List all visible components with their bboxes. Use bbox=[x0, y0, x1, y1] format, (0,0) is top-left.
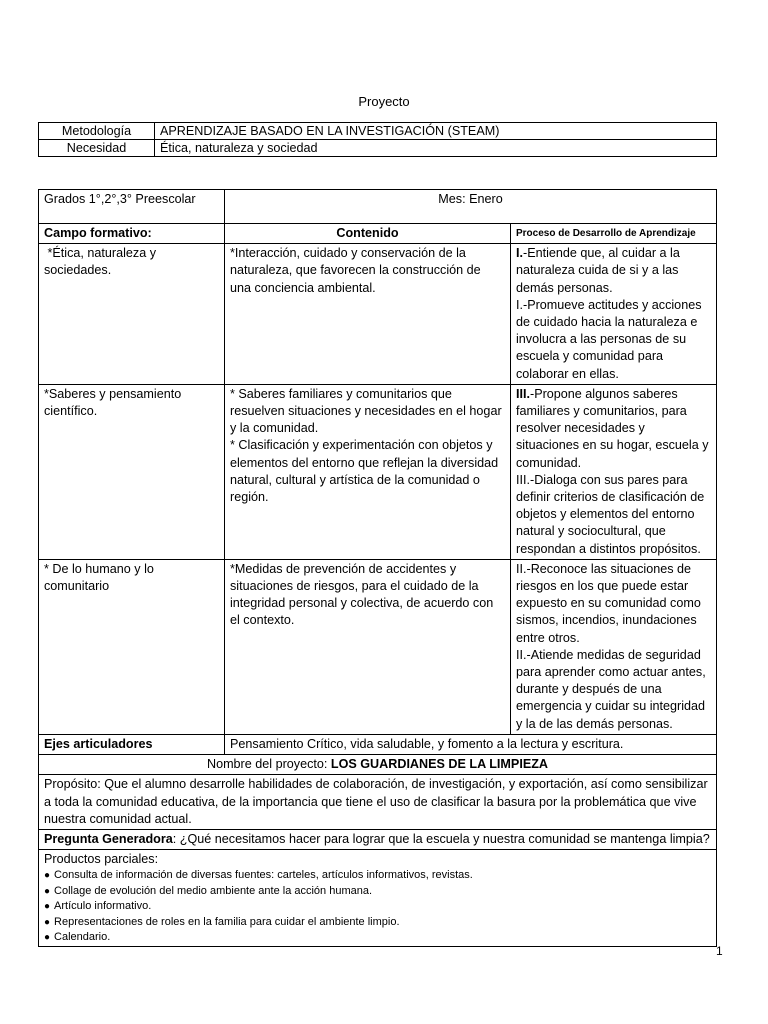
contenido-cell: * Saberes familiares y comunitarios que resuelven situaciones y necesidades en el hogar y la comunidad. * Clasificación y experimentación con objetos y elementos del entorno que reflejan la diversidad natural, cultural y artística de la comunidad o región. bbox=[225, 384, 511, 559]
info-row-metodologia bbox=[39, 123, 717, 140]
pregunta-cell bbox=[39, 829, 717, 849]
info-row-necesidad bbox=[39, 140, 717, 157]
grades-row bbox=[39, 190, 717, 224]
ejes-value: Pensamiento Crítico, vida saludable, y fomento a la lectura y escritura. bbox=[225, 734, 717, 754]
pda-cell bbox=[511, 559, 717, 734]
grados-cell: Grados 1°,2°,3° Preescolar bbox=[39, 190, 225, 224]
necesidad-value: Ética, naturaleza y sociedad bbox=[155, 140, 717, 157]
pda-text: -Propone algunos saberes familiares y comunitarios, para resolver necesidades y situaciones en su hogar, escuela y comunidad. III.-Dialoga con sus pares para definir criterios de clasificación de objetos y elementos del entorno natural y sociocultural, que respondan a distintos propósitos. bbox=[516, 386, 709, 556]
header-row bbox=[39, 224, 717, 244]
metodologia-label: Metodología bbox=[39, 123, 155, 140]
pregunta-label: Pregunta Generadora bbox=[44, 831, 173, 846]
page-number: 1 bbox=[716, 944, 723, 958]
table-row bbox=[39, 559, 717, 734]
pda-cell bbox=[511, 244, 717, 385]
project-name-label: Nombre del proyecto: bbox=[206, 757, 331, 772]
pda-text: II.-Reconoce las situaciones de riesgos en los que puede estar expuesto en su comunidad como sismos, incendios, inundaciones entre otros. II.-Atiende medidas de seguridad para aprender como actuar antes, durante y después de una emergencia y cuidar su integridad y la de las demás personas. bbox=[516, 561, 706, 731]
document-title: Proyecto bbox=[358, 94, 410, 109]
project-name-value: LOS GUARDIANES DE LA LIMPIEZA bbox=[330, 757, 549, 772]
necesidad-label: Necesidad bbox=[39, 140, 155, 157]
productos-cell bbox=[39, 850, 717, 947]
ejes-row bbox=[39, 734, 717, 754]
productos-row bbox=[39, 850, 717, 947]
project-name-row bbox=[39, 755, 717, 775]
pda-lead: III. bbox=[516, 386, 530, 401]
pregunta-value: : ¿Qué necesitamos hacer para lograr que la escuela y nuestra comunidad se mantenga limpia? bbox=[172, 831, 710, 846]
pda-lead: I. bbox=[516, 246, 523, 261]
list-item: ● Artículo informativo. bbox=[44, 899, 711, 914]
campo-header: Campo formativo: bbox=[39, 224, 225, 244]
proposito-row bbox=[39, 775, 717, 830]
productos-list bbox=[44, 868, 711, 945]
planning-table bbox=[38, 189, 717, 947]
list-item: ● Calendario. bbox=[44, 930, 711, 945]
table-row bbox=[39, 384, 717, 559]
ejes-label: Ejes articuladores bbox=[39, 734, 225, 754]
pda-cell bbox=[511, 384, 717, 559]
contenido-cell: *Medidas de prevención de accidentes y situaciones de riesgos, para el cuidado de la integridad personal y colectiva, de acuerdo con el contexto. bbox=[225, 559, 511, 734]
info-table bbox=[38, 122, 717, 157]
metodologia-value: APRENDIZAJE BASADO EN LA INVESTIGACIÓN (STEAM) bbox=[155, 123, 717, 140]
campo-cell: *Saberes y pensamiento científico. bbox=[39, 384, 225, 559]
contenido-header: Contenido bbox=[225, 224, 511, 244]
pda-header: Proceso de Desarrollo de Aprendizaje bbox=[511, 224, 717, 244]
project-name-cell bbox=[39, 755, 717, 775]
list-item: ● Representaciones de roles en la familia para cuidar el ambiente limpio. bbox=[44, 915, 711, 930]
table-row bbox=[39, 244, 717, 385]
mes-cell: Mes: Enero bbox=[225, 190, 717, 224]
campo-cell: *Ética, naturaleza y sociedades. bbox=[39, 244, 225, 385]
pregunta-row bbox=[39, 829, 717, 849]
list-item: ● Collage de evolución del medio ambiente ante la acción humana. bbox=[44, 884, 711, 899]
contenido-cell: *Interacción, cuidado y conservación de la naturaleza, que favorecen la construcción de una conciencia ambiental. bbox=[225, 244, 511, 385]
productos-label: Productos parciales: bbox=[44, 852, 159, 867]
proposito-cell: Propósito: Que el alumno desarrolle habilidades de colaboración, de investigación, y exportación, así como sensibilizar a toda la comunidad educativa, de la importancia que tiene el uso de clasificar la basura por la problemática que vive nuestra comunidad actual. bbox=[39, 775, 717, 830]
pda-text: -Entiende que, al cuidar a la naturaleza cuida de si y a las demás personas. I.-Promueve actitudes y acciones de cuidado hacia la naturaleza e involucra a las personas de su escuela y comunidad para colaborar en ellas. bbox=[516, 246, 702, 381]
list-item: ● Consulta de información de diversas fuentes: carteles, artículos informativos, revistas. bbox=[44, 868, 711, 883]
campo-cell: * De lo humano y lo comunitario bbox=[39, 559, 225, 734]
